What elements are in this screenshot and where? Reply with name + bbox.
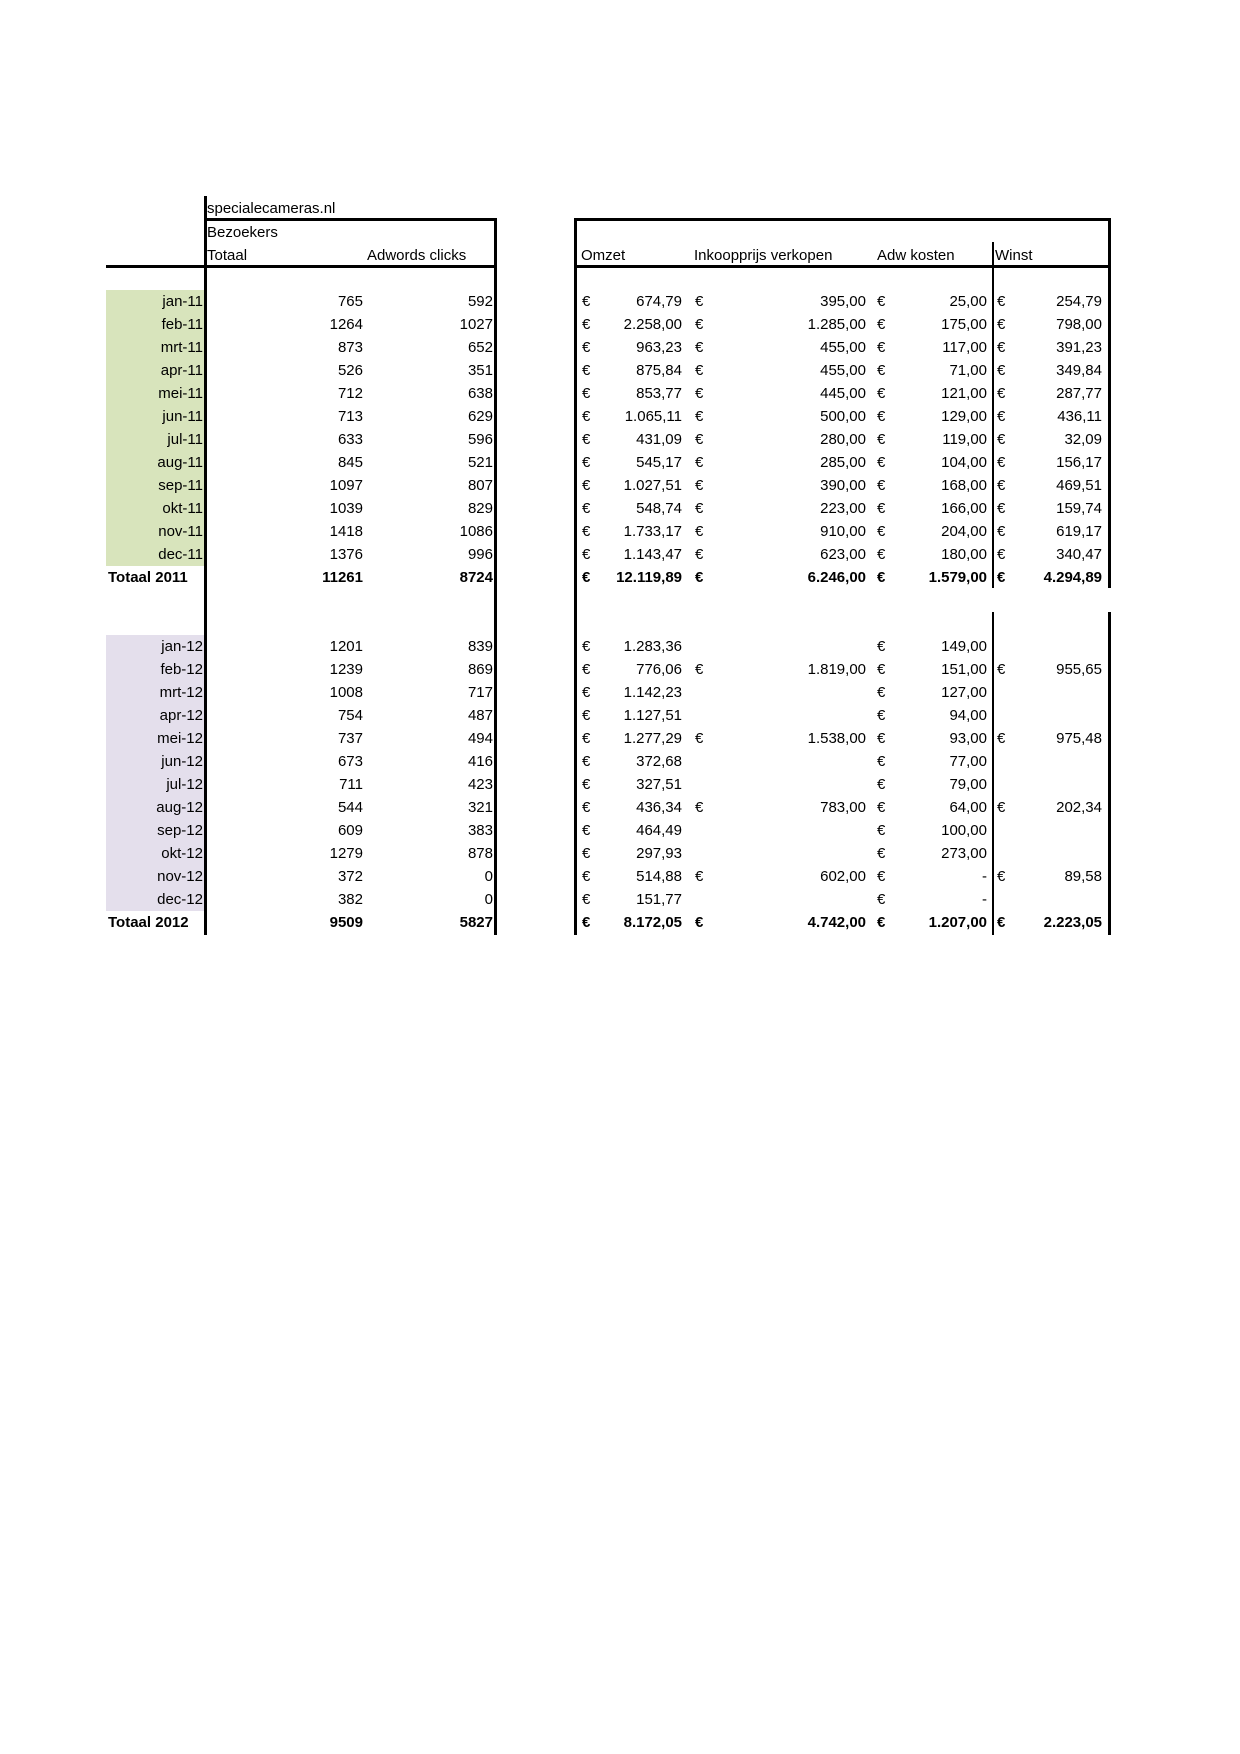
totaal-cell: 1039 <box>329 500 363 517</box>
euro-sign: € <box>582 845 591 862</box>
euro-sign: € <box>695 500 704 517</box>
omzet-cell: 776,06 <box>636 661 682 678</box>
month-cell: nov-11 <box>158 523 203 540</box>
inkoop-cell: 623,00 <box>820 546 866 563</box>
winst-cell: 349,84 <box>1056 362 1102 379</box>
month-cell: dec-12 <box>157 891 203 908</box>
winst-cell: 798,00 <box>1056 316 1102 333</box>
euro-sign: € <box>695 799 704 816</box>
clicks-cell: 596 <box>467 431 493 448</box>
euro-sign: € <box>877 546 886 563</box>
totaal-cell: 712 <box>337 385 363 402</box>
euro-sign: € <box>877 569 886 586</box>
euro-sign: € <box>997 477 1006 494</box>
omzet-cell: 1.142,23 <box>623 684 682 701</box>
euro-sign: € <box>695 454 704 471</box>
inkoop-cell: 285,00 <box>820 454 866 471</box>
clicks-cell: 629 <box>467 408 493 425</box>
euro-sign: € <box>695 569 704 586</box>
euro-sign: € <box>582 868 591 885</box>
inkoop-cell: 1.285,00 <box>807 316 866 333</box>
adwords-header: Adwords clicks <box>367 247 467 264</box>
border <box>574 218 1110 221</box>
euro-sign: € <box>582 753 591 770</box>
month-cell: apr-11 <box>160 362 203 379</box>
euro-sign: € <box>877 362 886 379</box>
euro-sign: € <box>997 385 1006 402</box>
inkoop-cell: 455,00 <box>820 339 866 356</box>
euro-sign: € <box>997 454 1006 471</box>
adw-cell: 100,00 <box>941 822 987 839</box>
omzet-cell: 1.027,51 <box>623 477 682 494</box>
month-cell: jul-12 <box>166 776 203 793</box>
euro-sign: € <box>997 408 1006 425</box>
border <box>574 265 1110 268</box>
month-cell: jan-11 <box>162 293 203 310</box>
totaal-cell: 1279 <box>329 845 363 862</box>
totaal-cell: 754 <box>337 707 363 724</box>
winst-cell: 156,17 <box>1056 454 1102 471</box>
month-cell: mei-12 <box>157 730 203 747</box>
totaal-cell: 1418 <box>329 523 363 540</box>
euro-sign: € <box>877 868 886 885</box>
month-cell: sep-11 <box>158 477 203 494</box>
euro-sign: € <box>997 362 1006 379</box>
border <box>1108 218 1111 588</box>
winst-cell: 159,74 <box>1056 500 1102 517</box>
clicks-cell: 1027 <box>459 316 493 333</box>
omzet-cell: 12.119,89 <box>616 569 682 586</box>
omzet-cell: 2.258,00 <box>623 316 682 333</box>
inkoop-cell: 910,00 <box>820 523 866 540</box>
totaal-cell: 1201 <box>329 638 363 655</box>
euro-sign: € <box>582 408 591 425</box>
euro-sign: € <box>997 661 1006 678</box>
clicks-cell: 383 <box>467 822 493 839</box>
omzet-cell: 963,23 <box>636 339 682 356</box>
euro-sign: € <box>877 339 886 356</box>
adw-cell: 117,00 <box>942 339 987 356</box>
euro-sign: € <box>695 868 704 885</box>
winst-cell: 436,11 <box>1057 408 1102 425</box>
euro-sign: € <box>877 661 886 678</box>
euro-sign: € <box>997 730 1006 747</box>
euro-sign: € <box>877 891 886 908</box>
euro-sign: € <box>877 684 886 701</box>
euro-sign: € <box>877 707 886 724</box>
omzet-cell: 514,88 <box>636 868 682 885</box>
totaal-header: Totaal <box>207 247 248 264</box>
month-cell: sep-12 <box>157 822 203 839</box>
omzet-cell: 674,79 <box>636 293 682 310</box>
euro-sign: € <box>997 523 1006 540</box>
adw-cell: 273,00 <box>941 845 987 862</box>
clicks-cell: 996 <box>467 546 493 563</box>
euro-sign: € <box>877 914 886 931</box>
totaal-cell: 372 <box>337 868 363 885</box>
total-label: Totaal 2012 <box>108 914 189 931</box>
winst-cell: 391,23 <box>1056 339 1102 356</box>
month-cell: mrt-12 <box>159 684 203 701</box>
totaal-cell: 633 <box>337 431 363 448</box>
euro-sign: € <box>582 822 591 839</box>
euro-sign: € <box>582 638 591 655</box>
winst-cell: 619,17 <box>1056 523 1102 540</box>
adw-cell: 121,00 <box>941 385 987 402</box>
adw-cell: - <box>982 891 987 908</box>
adw-cell: 127,00 <box>941 684 987 701</box>
clicks-cell: 521 <box>467 454 493 471</box>
euro-sign: € <box>877 408 886 425</box>
euro-sign: € <box>695 914 704 931</box>
omzet-cell: 464,49 <box>636 822 682 839</box>
clicks-cell: 416 <box>467 753 493 770</box>
euro-sign: € <box>877 293 886 310</box>
omzet-cell: 548,74 <box>636 500 682 517</box>
adw-cell: 129,00 <box>941 408 987 425</box>
euro-sign: € <box>997 799 1006 816</box>
omzet-cell: 853,77 <box>636 385 682 402</box>
adw-cell: 180,00 <box>941 546 987 563</box>
euro-sign: € <box>877 799 886 816</box>
winst-cell: 4.294,89 <box>1043 569 1102 586</box>
border <box>204 218 496 221</box>
omzet-cell: 545,17 <box>636 454 682 471</box>
inkoop-cell: 500,00 <box>820 408 866 425</box>
clicks-cell: 878 <box>467 845 493 862</box>
totaal-cell: 713 <box>337 408 363 425</box>
clicks-cell: 869 <box>467 661 493 678</box>
euro-sign: € <box>877 385 886 402</box>
euro-sign: € <box>997 431 1006 448</box>
clicks-cell: 321 <box>467 799 493 816</box>
inkoop-cell: 455,00 <box>820 362 866 379</box>
totaal-cell: 737 <box>337 730 363 747</box>
adw-cell: 204,00 <box>941 523 987 540</box>
adw-cell: 151,00 <box>941 661 987 678</box>
omzet-header: Omzet <box>581 247 626 264</box>
euro-sign: € <box>695 477 704 494</box>
euro-sign: € <box>877 753 886 770</box>
euro-sign: € <box>877 454 886 471</box>
clicks-cell: 652 <box>467 339 493 356</box>
adw-cell: 25,00 <box>949 293 987 310</box>
euro-sign: € <box>582 730 591 747</box>
month-cell: jul-11 <box>167 431 203 448</box>
totaal-cell: 845 <box>337 454 363 471</box>
adw-cell: 71,00 <box>949 362 987 379</box>
winst-header: Winst <box>995 247 1033 264</box>
totaal-cell: 765 <box>337 293 363 310</box>
euro-sign: € <box>582 500 591 517</box>
euro-sign: € <box>877 730 886 747</box>
month-cell: aug-12 <box>156 799 203 816</box>
clicks-cell: 351 <box>467 362 493 379</box>
month-cell: dec-11 <box>158 546 203 563</box>
omzet-cell: 327,51 <box>636 776 682 793</box>
inkoop-cell: 223,00 <box>820 500 866 517</box>
euro-sign: € <box>695 546 704 563</box>
month-cell: okt-12 <box>161 845 203 862</box>
clicks-cell: 638 <box>467 385 493 402</box>
euro-sign: € <box>582 339 591 356</box>
euro-sign: € <box>582 546 591 563</box>
omzet-cell: 297,93 <box>636 845 682 862</box>
euro-sign: € <box>582 707 591 724</box>
totaal-cell: 1097 <box>329 477 363 494</box>
bezoekers-header: Bezoekers <box>207 224 278 241</box>
euro-sign: € <box>695 661 704 678</box>
winst-cell: 975,48 <box>1056 730 1102 747</box>
month-cell: aug-11 <box>157 454 203 471</box>
totaal-cell: 609 <box>337 822 363 839</box>
euro-sign: € <box>582 523 591 540</box>
winst-cell: 469,51 <box>1056 477 1102 494</box>
clicks-cell: 717 <box>467 684 493 701</box>
total-label: Totaal 2011 <box>108 569 188 586</box>
totaal-cell: 11261 <box>322 569 363 586</box>
euro-sign: € <box>877 316 886 333</box>
clicks-cell: 807 <box>467 477 493 494</box>
month-cell: feb-11 <box>161 316 203 333</box>
euro-sign: € <box>877 822 886 839</box>
month-cell: feb-12 <box>160 661 203 678</box>
border <box>106 265 496 268</box>
adw-cell: 166,00 <box>941 500 987 517</box>
omzet-cell: 1.143,47 <box>623 546 682 563</box>
euro-sign: € <box>877 638 886 655</box>
clicks-cell: 5827 <box>459 914 493 931</box>
month-cell: jun-12 <box>161 753 203 770</box>
site-title: specialecameras.nl <box>207 200 336 217</box>
inkoop-cell: 395,00 <box>820 293 866 310</box>
euro-sign: € <box>582 454 591 471</box>
month-cell: nov-12 <box>157 868 203 885</box>
euro-sign: € <box>582 316 591 333</box>
totaal-cell: 873 <box>337 339 363 356</box>
totaal-cell: 1008 <box>329 684 363 701</box>
clicks-cell: 8724 <box>459 569 493 586</box>
euro-sign: € <box>582 891 591 908</box>
euro-sign: € <box>695 431 704 448</box>
omzet-cell: 436,34 <box>636 799 682 816</box>
omzet-cell: 875,84 <box>636 362 682 379</box>
euro-sign: € <box>695 293 704 310</box>
omzet-cell: 431,09 <box>636 431 682 448</box>
adw-cell: 104,00 <box>941 454 987 471</box>
euro-sign: € <box>582 569 591 586</box>
inkoop-cell: 602,00 <box>820 868 866 885</box>
month-cell: apr-12 <box>159 707 203 724</box>
euro-sign: € <box>877 477 886 494</box>
omzet-cell: 151,77 <box>636 891 682 908</box>
clicks-cell: 423 <box>467 776 493 793</box>
clicks-cell: 494 <box>467 730 493 747</box>
month-cell: mrt-11 <box>160 339 203 356</box>
adw-cell: 64,00 <box>949 799 987 816</box>
euro-sign: € <box>695 316 704 333</box>
inkoop-cell: 445,00 <box>820 385 866 402</box>
euro-sign: € <box>997 914 1006 931</box>
adw-cell: 94,00 <box>949 707 987 724</box>
winst-cell: 340,47 <box>1056 546 1102 563</box>
euro-sign: € <box>582 799 591 816</box>
totaal-cell: 1376 <box>329 546 363 563</box>
clicks-cell: 839 <box>467 638 493 655</box>
euro-sign: € <box>582 362 591 379</box>
totaal-cell: 526 <box>337 362 363 379</box>
euro-sign: € <box>997 569 1006 586</box>
month-cell: mei-11 <box>158 385 203 402</box>
winst-cell: 202,34 <box>1056 799 1102 816</box>
euro-sign: € <box>877 431 886 448</box>
euro-sign: € <box>582 293 591 310</box>
euro-sign: € <box>877 776 886 793</box>
totaal-cell: 1264 <box>329 316 363 333</box>
totaal-cell: 544 <box>337 799 363 816</box>
euro-sign: € <box>695 362 704 379</box>
clicks-cell: 829 <box>467 500 493 517</box>
winst-cell: 287,77 <box>1056 385 1102 402</box>
clicks-cell: 1086 <box>459 523 493 540</box>
euro-sign: € <box>582 684 591 701</box>
euro-sign: € <box>582 477 591 494</box>
omzet-cell: 8.172,05 <box>623 914 682 931</box>
euro-sign: € <box>582 914 591 931</box>
omzet-cell: 1.127,51 <box>623 707 682 724</box>
euro-sign: € <box>877 500 886 517</box>
adw-cell: 77,00 <box>949 753 987 770</box>
adw-cell: 175,00 <box>941 316 987 333</box>
adw-cell: 1.207,00 <box>928 914 987 931</box>
adw-header: Adw kosten <box>877 247 955 264</box>
adw-cell: 149,00 <box>941 638 987 655</box>
euro-sign: € <box>695 339 704 356</box>
winst-cell: 254,79 <box>1056 293 1102 310</box>
euro-sign: € <box>877 523 886 540</box>
adw-cell: - <box>982 868 987 885</box>
euro-sign: € <box>997 868 1006 885</box>
euro-sign: € <box>582 776 591 793</box>
month-cell: jun-11 <box>162 408 203 425</box>
euro-sign: € <box>695 408 704 425</box>
totaal-cell: 711 <box>339 776 363 793</box>
euro-sign: € <box>695 523 704 540</box>
euro-sign: € <box>582 385 591 402</box>
inkoop-cell: 1.819,00 <box>807 661 866 678</box>
clicks-cell: 592 <box>467 293 493 310</box>
omzet-cell: 1.733,17 <box>623 523 682 540</box>
clicks-cell: 487 <box>467 707 493 724</box>
winst-cell: 2.223,05 <box>1043 914 1102 931</box>
euro-sign: € <box>997 500 1006 517</box>
euro-sign: € <box>695 730 704 747</box>
winst-cell: 32,09 <box>1064 431 1102 448</box>
month-cell: okt-11 <box>162 500 203 517</box>
winst-cell: 955,65 <box>1056 661 1102 678</box>
omzet-cell: 1.065,11 <box>624 408 682 425</box>
euro-sign: € <box>997 316 1006 333</box>
euro-sign: € <box>582 431 591 448</box>
adw-cell: 1.579,00 <box>928 569 987 586</box>
inkoop-cell: 1.538,00 <box>807 730 866 747</box>
totaal-cell: 673 <box>337 753 363 770</box>
clicks-cell: 0 <box>484 868 493 885</box>
euro-sign: € <box>997 546 1006 563</box>
inkoop-header: Inkoopprijs verkopen <box>694 247 833 264</box>
omzet-cell: 1.283,36 <box>623 638 682 655</box>
inkoop-cell: 4.742,00 <box>807 914 866 931</box>
totaal-cell: 1239 <box>329 661 363 678</box>
euro-sign: € <box>582 661 591 678</box>
euro-sign: € <box>997 339 1006 356</box>
adw-cell: 93,00 <box>949 730 987 747</box>
omzet-cell: 372,68 <box>636 753 682 770</box>
month-cell: jan-12 <box>161 638 203 655</box>
adw-cell: 168,00 <box>941 477 987 494</box>
winst-cell: 89,58 <box>1064 868 1102 885</box>
inkoop-cell: 390,00 <box>820 477 866 494</box>
euro-sign: € <box>997 293 1006 310</box>
omzet-cell: 1.277,29 <box>623 730 682 747</box>
adw-cell: 119,00 <box>942 431 987 448</box>
inkoop-cell: 280,00 <box>820 431 866 448</box>
inkoop-cell: 783,00 <box>820 799 866 816</box>
border <box>1108 612 1111 935</box>
totaal-cell: 9509 <box>329 914 363 931</box>
euro-sign: € <box>695 385 704 402</box>
clicks-cell: 0 <box>484 891 493 908</box>
euro-sign: € <box>877 845 886 862</box>
totaal-cell: 382 <box>337 891 363 908</box>
inkoop-cell: 6.246,00 <box>807 569 866 586</box>
adw-cell: 79,00 <box>949 776 987 793</box>
